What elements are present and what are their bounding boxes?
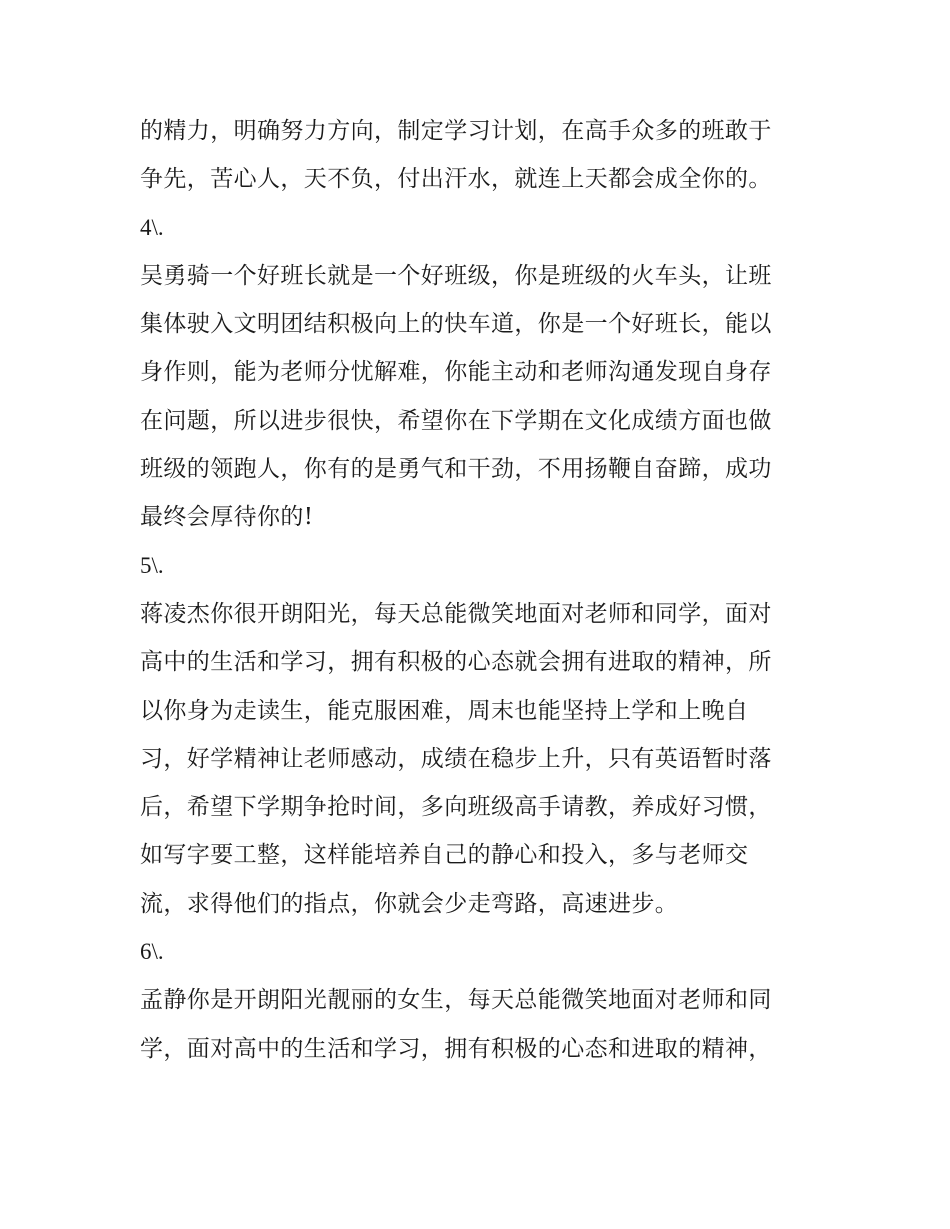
item-number: 4\. [140, 214, 164, 240]
paragraph-line: 如写字要工整，这样能培养自己的静心和投入，多与老师交 [140, 842, 749, 869]
paragraph-line: 的精力，明确努力方向，制定学习计划，在高手众多的班敢于 [140, 118, 772, 144]
paragraph-line: 吴勇骑一个好班长就是一个好班级，你是班级的火车头，让班 [140, 262, 772, 289]
paragraph-line: 在问题，所以进步很快，希望你在下学期在文化成绩方面也做 [140, 407, 772, 434]
paragraph-line: 集体驶入文明团结积极向上的快车道，你是一个好班长，能以 [140, 311, 772, 338]
paragraph-line: 最终会厚待你的! [140, 504, 314, 531]
paragraph-line: 后，希望下学期争抢时间，多向班级高手请教，养成好习惯， [140, 794, 772, 821]
paragraph-line: 高中的生活和学习，拥有积极的心态就会拥有进取的精神，所 [140, 649, 772, 676]
item-number: 5\. [140, 552, 164, 578]
paragraph-line: 以你身为走读生，能克服困难，周末也能坚持上学和上晚自 [140, 697, 749, 724]
paragraph-line: 争先，苦心人，天不负，付出汗水，就连上天都会成全你的。 [140, 166, 772, 193]
paragraph-line: 孟静你是开朗阳光靓丽的女生，每天总能微笑地面对老师和同 [140, 987, 772, 1014]
paragraph-line: 流，求得他们的指点，你就会少走弯路，高速进步。 [140, 890, 679, 917]
paragraph-line: 蒋凌杰你很开朗阳光，每天总能微笑地面对老师和同学，面对 [140, 600, 772, 627]
document-body [140, 107, 820, 1073]
paragraph-line: 习，好学精神让老师感动，成绩在稳步上升，只有英语暂时落 [140, 745, 772, 772]
paragraph-line: 身作则，能为老师分忧解难，你能主动和老师沟通发现自身存 [140, 359, 772, 386]
paragraph-line: 班级的领跑人，你有的是勇气和干劲，不用扬鞭自奋蹄，成功 [140, 456, 772, 483]
paragraph-line: 学，面对高中的生活和学习，拥有积极的心态和进取的精神， [140, 1035, 772, 1062]
item-number: 6\. [140, 939, 164, 965]
